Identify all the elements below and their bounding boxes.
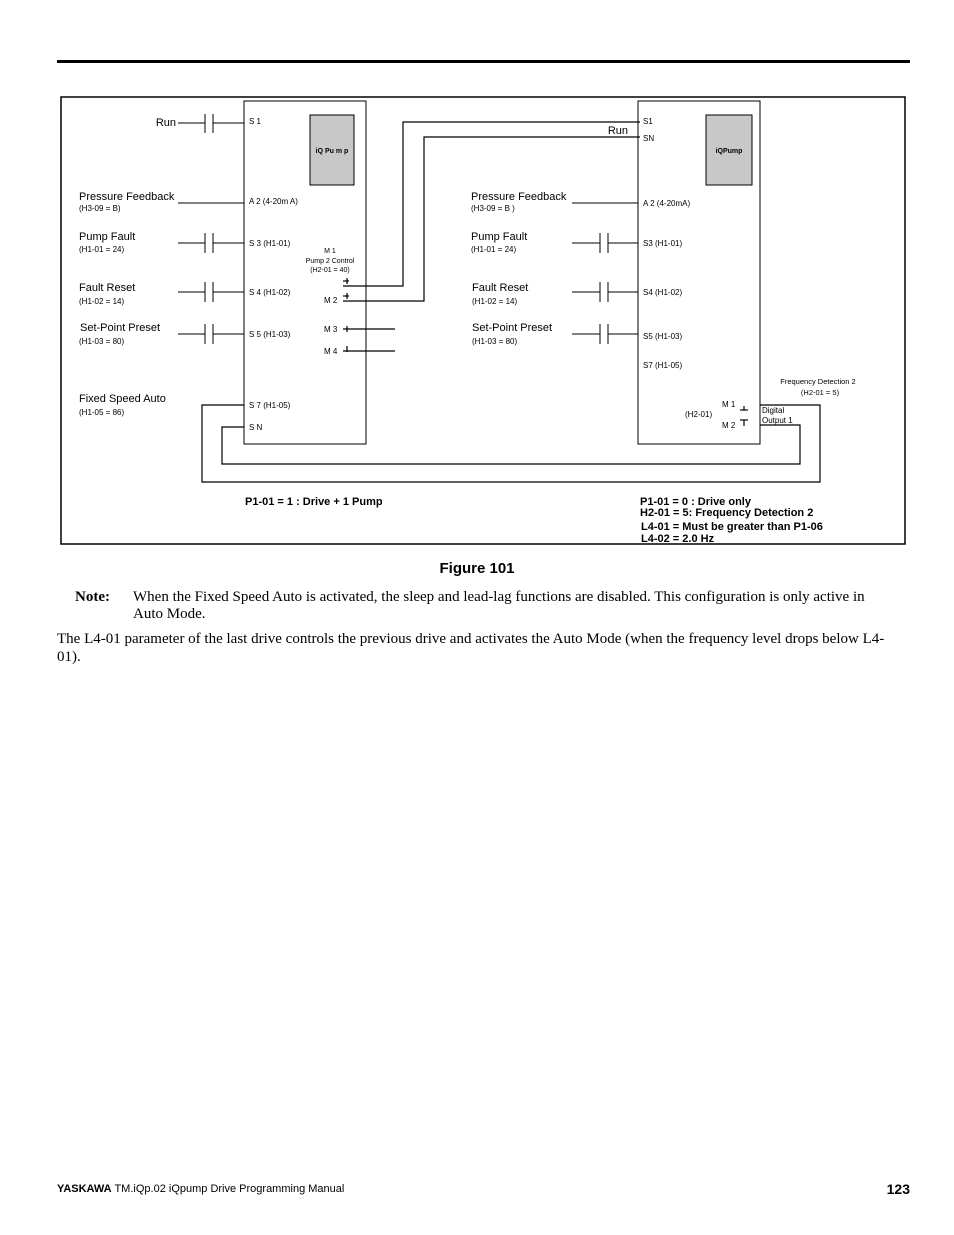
left-faultreset-contact bbox=[178, 282, 244, 302]
left-term-s3: S 3 (H1-01) bbox=[249, 239, 291, 248]
left-pressure-label: Pressure Feedback bbox=[79, 191, 175, 203]
left-term-s7: S 7 (H1-05) bbox=[249, 401, 291, 410]
right-config-line2: H2-01 = 5: Frequency Detection 2 bbox=[640, 507, 814, 519]
note-block bbox=[75, 589, 875, 623]
left-fixedspeed-label: Fixed Speed Auto bbox=[79, 393, 166, 405]
left-term-s1: S 1 bbox=[249, 117, 262, 126]
right-pressure-label: Pressure Feedback bbox=[471, 191, 567, 203]
left-term-s5: S 5 (H1-03) bbox=[249, 330, 291, 339]
right-setpoint-contact bbox=[572, 324, 638, 344]
body-paragraph: The L4-01 parameter of the last drive controls the previous drive and activates the Auto Mode (when the frequency level drops below L4-01). bbox=[57, 631, 885, 665]
left-faultreset-param: (H1-02 = 14) bbox=[79, 297, 125, 306]
right-m1-m2-contacts bbox=[740, 406, 748, 426]
right-config-line1: P1-01 = 0 : Drive only bbox=[640, 496, 751, 508]
digital-output-line2: Output 1 bbox=[762, 416, 793, 425]
left-fixedspeed-param: (H1-05 = 86) bbox=[79, 408, 125, 417]
left-term-s4: S 4 (H1-02) bbox=[249, 288, 291, 297]
footer-brand: YASKAWA bbox=[57, 1183, 112, 1195]
left-pumpfault-param: (H1-01 = 24) bbox=[79, 245, 125, 254]
right-term-a2: A 2 (4-20mA) bbox=[643, 199, 691, 208]
right-term-m2: M 2 bbox=[722, 421, 736, 430]
right-pumpfault-label: Pump Fault bbox=[471, 231, 528, 243]
right-term-s5: S5 (H1-03) bbox=[643, 332, 683, 341]
digital-output-line1: Digital bbox=[762, 406, 785, 415]
left-term-m3: M 3 bbox=[324, 325, 338, 334]
right-faultreset-label: Fault Reset bbox=[472, 282, 529, 294]
right-term-m1: M 1 bbox=[722, 400, 736, 409]
footer-manual-title: TM.iQp.02 iQpump Drive Programming Manual bbox=[111, 1183, 345, 1195]
left-setpoint-param: (H1-03 = 80) bbox=[79, 337, 125, 346]
wiring-diagram bbox=[0, 0, 954, 560]
note-text: When the Fixed Speed Auto is activated, the sleep and lead-lag functions are disabled. This configuration is only active in Auto Mode. bbox=[133, 589, 865, 622]
left-m1-function: Pump 2 Control bbox=[305, 258, 355, 265]
figure-caption: Figure 101 bbox=[439, 560, 515, 577]
freq-det-label: Frequency Detection 2 bbox=[780, 377, 856, 386]
right-pumpfault-param: (H1-01 = 24) bbox=[471, 245, 517, 254]
right-term-s4: S4 (H1-02) bbox=[643, 288, 683, 297]
diagram-frame bbox=[61, 97, 905, 544]
right-device-label: iQPump bbox=[715, 148, 743, 155]
right-setpoint-param: (H1-03 = 80) bbox=[472, 337, 518, 346]
left-pumpfault-label: Pump Fault bbox=[79, 231, 136, 243]
note-label: Note: bbox=[75, 589, 110, 605]
left-config: P1-01 = 1 : Drive + 1 Pump bbox=[245, 496, 383, 508]
right-faultreset-param: (H1-02 = 14) bbox=[472, 297, 518, 306]
footer-manual bbox=[57, 1183, 344, 1195]
left-term-m1: M 1 bbox=[324, 248, 336, 255]
left-pumpfault-contact bbox=[178, 233, 244, 253]
left-setpoint-label: Set-Point Preset bbox=[80, 322, 161, 334]
right-config-line4: L4-02 = 2.0 Hz bbox=[641, 533, 715, 545]
right-config-line3: L4-01 = Must be greater than P1-06 bbox=[641, 521, 823, 533]
right-run-label: Run bbox=[607, 125, 628, 137]
left-term-m4: M 4 bbox=[324, 347, 338, 356]
left-run-label: Run bbox=[155, 117, 176, 129]
left-pressure-param: (H3-09 = B) bbox=[79, 204, 121, 213]
right-pumpfault-contact bbox=[572, 233, 638, 253]
right-term-s7: S7 (H1-05) bbox=[643, 361, 683, 370]
right-term-s3: S3 (H1-01) bbox=[643, 239, 683, 248]
left-setpoint-contact bbox=[178, 324, 244, 344]
freq-det-param: (H2-01 = 5) bbox=[800, 388, 840, 397]
right-term-s1: S1 bbox=[643, 117, 653, 126]
left-m1-param: (H2-01 = 40) bbox=[310, 267, 350, 274]
left-term-a2: A 2 (4-20m A) bbox=[249, 197, 298, 206]
left-term-sn: S N bbox=[249, 423, 263, 432]
right-term-sn: SN bbox=[643, 134, 655, 143]
left-run-contact bbox=[178, 114, 244, 133]
right-faultreset-contact bbox=[572, 282, 638, 302]
left-faultreset-label: Fault Reset bbox=[79, 282, 136, 294]
right-setpoint-label: Set-Point Preset bbox=[472, 322, 553, 334]
left-term-m2: M 2 bbox=[324, 296, 338, 305]
right-term-h201: (H2-01) bbox=[685, 410, 713, 419]
left-device-label: iQ Pu m p bbox=[315, 148, 349, 155]
right-pressure-param: (H3-09 = B ) bbox=[471, 204, 515, 213]
page-number: 123 bbox=[886, 1181, 910, 1197]
